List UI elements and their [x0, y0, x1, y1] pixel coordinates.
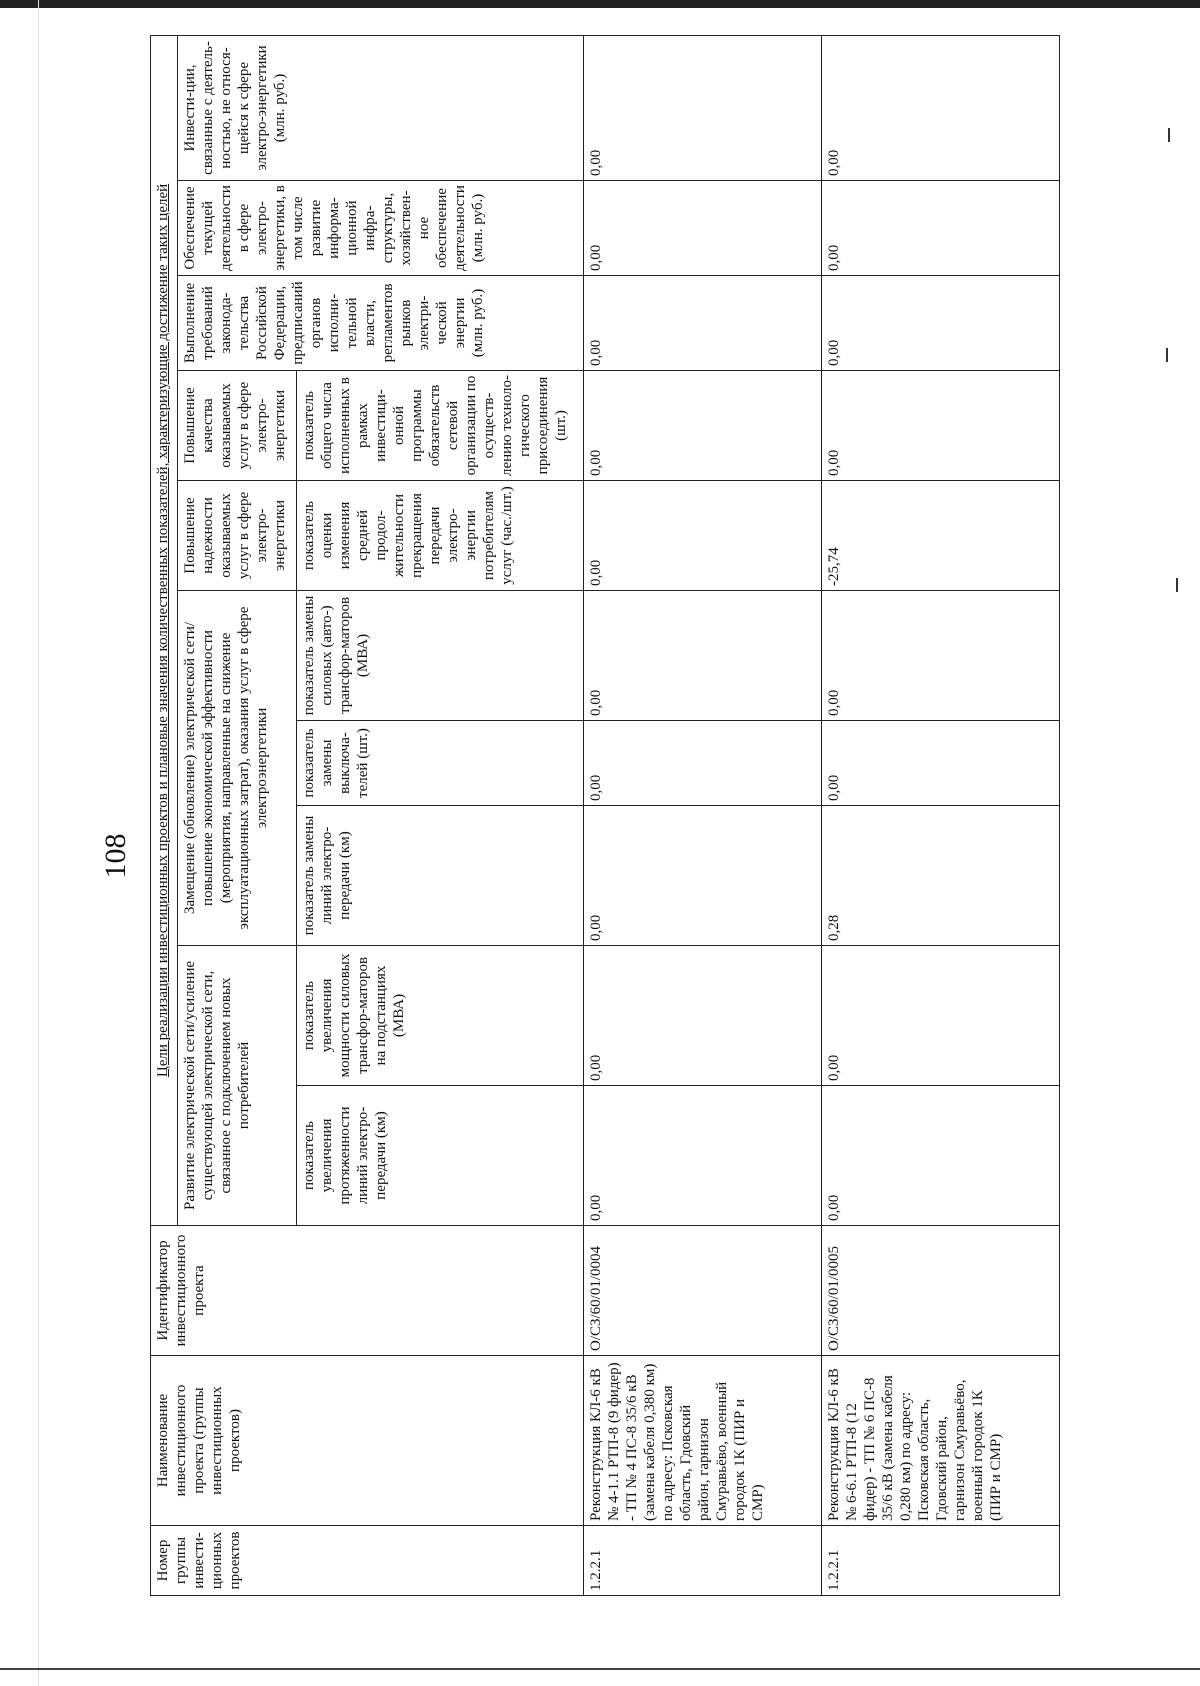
header-project-name: Наименование инвестиционного проекта (группы инвестиционных проектов) — [151, 1356, 584, 1526]
scan-edge-left — [38, 0, 39, 1686]
scan-mark — [1176, 578, 1178, 592]
value-current-activity: 0,00 — [821, 181, 1059, 276]
value-length-increase: 0,00 — [821, 1086, 1059, 1226]
row-project-name: Реконструкция КЛ-6 кВ № 6-6.1 РТП-8 (12 фидер) - ТП № 6 ПС-8 35/6 кВ (замена кабеля 0,280 км) по адресу: Псковская область, Гдовский район, гарнизон Смуравьёво, военный городок 1К (ПИР и СМР) — [821, 1356, 1059, 1526]
row-number: 1.2.2.1 — [583, 1526, 821, 1596]
header-ind-quality: показатель общего числа исполненных в рамках инвестици-онной программы обязательств сетевой организации по осуществ-лению техноло-гического присоединения (шт.) — [296, 371, 583, 481]
value-power-increase: 0,00 — [821, 946, 1059, 1086]
header-development: Развитие электрической сети/усиление существующей электрической сети, связанное с подключением новых потребителей — [177, 946, 296, 1226]
scan-edge-top — [0, 0, 1200, 8]
header-ind-switch-replacement: показатель замены выключа-телей (шт.) — [296, 721, 583, 806]
header-ind-length-increase: показатель увеличения протяженности линий электро-передачи (км) — [296, 1086, 583, 1226]
header-quality: Повышение качества оказываемых услуг в сфере электро-энергетики — [177, 371, 296, 481]
value-other-investments: 0,00 — [583, 35, 821, 180]
value-legislation: 0,00 — [821, 276, 1059, 371]
header-replacement: Замещение (обновление) электрической сети/повышение экономической эффективности (мероприятия, направленные на снижение эксплуатационных затрат), оказания услуг в сфере электроэнергетики — [177, 591, 296, 946]
value-transformer-replacement: 0,00 — [821, 591, 1059, 721]
header-legislation: Выполнение требований законода-тельства Российской Федерации, предписаний органов исполни-тельной власти, регламентов рынков электри-ческой энергии (млн. руб.) — [177, 276, 583, 371]
row-project-name: Реконструкция КЛ-6 кВ № 4-1.1 РТП-8 (9 фидер) - ТП № 4 ПС-8 35/6 кВ (замена кабеля 0,380 км) по адресу: Псковская область, Гдовский район, гарнизон Смуравьёво, военный городок 1К (ПИР и СМР) — [583, 1356, 821, 1526]
table-row — [821, 35, 1059, 1595]
value-quality: 0,00 — [583, 371, 821, 481]
value-line-replacement: 0,00 — [583, 806, 821, 946]
value-line-replacement: 0,28 — [821, 806, 1059, 946]
value-transformer-replacement: 0,00 — [583, 591, 821, 721]
header-goals: Цели реализации инвестиционных проектов и плановые значения количественных показателей, характеризующие достижение таких целей — [151, 35, 178, 1225]
value-switch-replacement: 0,00 — [583, 721, 821, 806]
scan-edge-bottom — [0, 1668, 1200, 1670]
value-reliability: -25,74 — [821, 481, 1059, 591]
header-identifier: Идентификатор инвестиционного проекта — [151, 1226, 584, 1356]
header-ind-line-replacement: показатель замены линий электро-передачи (км) — [296, 806, 583, 946]
row-identifier: О/СЗ/60/01/0005 — [821, 1226, 1059, 1356]
row-identifier: О/СЗ/60/01/0004 — [583, 1226, 821, 1356]
scan-mark — [1166, 348, 1168, 362]
value-switch-replacement: 0,00 — [821, 721, 1059, 806]
header-other-investments: Инвести-ции, связанные с деятель-ностью, не относя-щейся к сфере электро-энергетики (млн. руб.) — [177, 35, 583, 180]
rotated-table-wrapper — [150, 36, 1060, 1596]
investment-goals-table — [150, 35, 1060, 1596]
value-other-investments: 0,00 — [821, 35, 1059, 180]
value-quality: 0,00 — [821, 371, 1059, 481]
value-length-increase: 0,00 — [583, 1086, 821, 1226]
header-ind-reliability: показатель оценки изменения средней продол-жительности прекращения передачи электро-энергии потребителям услуг (час./шт.) — [296, 481, 583, 591]
header-ind-transformer-replacement: показатель замены силовых (авто-) трансфор-маторов (МВА) — [296, 591, 583, 721]
header-reliability: Повышение надежности оказываемых услуг в сфере электро-энергетики — [177, 481, 296, 591]
value-reliability: 0,00 — [583, 481, 821, 591]
scan-mark — [1168, 128, 1170, 142]
value-legislation: 0,00 — [583, 276, 821, 371]
table-row — [583, 35, 821, 1595]
value-power-increase: 0,00 — [583, 946, 821, 1086]
value-current-activity: 0,00 — [583, 181, 821, 276]
header-current-activity: Обеспечение текущей деятельности в сфере электро-энергетики, в том числе развитие информа-ционной инфра-структуры, хозяйствен-ное обеспечение деятельности (млн. руб.) — [177, 181, 583, 276]
row-number: 1.2.2.1 — [821, 1526, 1059, 1596]
header-ind-power-increase: показатель увеличения мощности силовых трансфор-маторов на подстанциях (МВА) — [296, 946, 583, 1086]
header-group-number: Номер группы инвести-ционных проектов — [151, 1526, 584, 1596]
page-number: 108 — [99, 833, 132, 879]
